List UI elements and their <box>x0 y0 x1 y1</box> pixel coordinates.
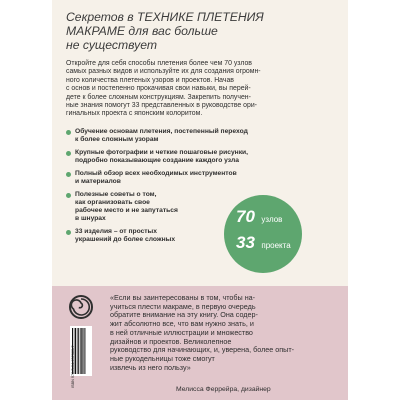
feature-line: к более сложным узорам <box>75 136 159 143</box>
review-quote <box>110 294 336 372</box>
quote-line: ные рукодельницы тоже смогут <box>110 353 215 363</box>
quote-line: извлечь из него пользу» <box>110 362 191 372</box>
quote-line: «Если вы заинтересованы в том, чтобы на- <box>110 293 256 302</box>
feature-line: Полезные советы о том, <box>75 191 157 198</box>
review-panel <box>52 286 348 400</box>
projects-stat <box>236 233 291 253</box>
headline-line: МАКРАМЕ для вас больше <box>66 24 218 38</box>
feature-line: подробно показывающие создание каждого узла <box>75 157 239 164</box>
feature-item <box>66 228 246 244</box>
quote-line: жит абсолютно все, что вам нужно знать, и <box>110 319 254 329</box>
intro-paragraph <box>66 60 336 119</box>
feature-item <box>66 170 246 186</box>
bullet-dot-icon <box>66 130 71 135</box>
intro-line: с основ и постепенно прокачивая свои навыки, вы перей- <box>66 85 251 93</box>
quote-line: в ней отличные иллюстрации и множество <box>110 327 253 337</box>
intro-line: гинальных проекта с японским колоритом. <box>66 110 203 118</box>
feature-list <box>66 128 249 249</box>
intro-line: ные знания помогут 33 представленных в руководстве ори- <box>66 102 257 110</box>
feature-line: украшений до более сложных <box>75 236 176 243</box>
headline <box>66 10 336 52</box>
quote-line: руководство для начинающих, и, уверена, более опыт- <box>110 345 295 355</box>
quote-line: дизайнов и проектов. Великолепное <box>110 336 232 346</box>
feature-line: рабочее место и не запутаться <box>75 207 178 214</box>
feature-item <box>66 149 249 165</box>
feature-line: 33 изделия – от простых <box>75 228 157 235</box>
intro-line: Откройте для себя способы плетения более чем 70 узлов <box>66 60 252 67</box>
feature-line: как организовать свое <box>75 199 150 206</box>
bullet-dot-icon <box>66 172 71 177</box>
publisher-logo-icon <box>68 294 94 320</box>
book-back-cover <box>52 0 348 400</box>
feature-item <box>66 128 246 144</box>
knots-stat <box>236 207 282 227</box>
feature-item <box>66 191 246 223</box>
barcode <box>70 326 92 388</box>
quote-line: учиться плести макраме, в первую очередь <box>110 301 256 311</box>
projects-label: проекта <box>261 241 291 250</box>
intro-line: дете к более сложным конструкциям. Закрепить получен- <box>66 93 251 101</box>
bullet-dot-icon <box>66 230 71 235</box>
feature-line: Полный обзор всех необходимых инструментов <box>75 170 237 177</box>
knots-label: узлов <box>261 215 283 224</box>
projects-number: 33 <box>236 233 255 252</box>
isbn-text: ISBN 978-5-04-157380-7 <box>71 345 75 388</box>
bullet-dot-icon <box>66 193 71 198</box>
headline-line: Секретов в ТЕХНИКЕ ПЛЕТЕНИЯ <box>66 10 264 24</box>
intro-line: ного количества плетеных узоров и проектов. Начав <box>66 76 234 84</box>
feature-line: Обучение основам плетения, постепенный переход <box>75 128 248 135</box>
knots-number: 70 <box>236 207 255 226</box>
feature-line: в шнурах <box>75 215 106 222</box>
headline-line: не существует <box>66 38 158 52</box>
feature-line: Крупные фотографии и четкие пошаговые рисунки, <box>75 149 249 156</box>
quote-author: Мелисса Феррейра, дизайнер <box>176 386 271 393</box>
intro-line: самых разных видов и используйте их для создания огромн- <box>66 68 261 76</box>
feature-line: и материалов <box>75 178 121 185</box>
bullet-dot-icon <box>66 151 71 156</box>
stats-badge <box>224 195 302 273</box>
quote-line: обратите внимание на эту книгу. Она содер- <box>110 310 258 320</box>
